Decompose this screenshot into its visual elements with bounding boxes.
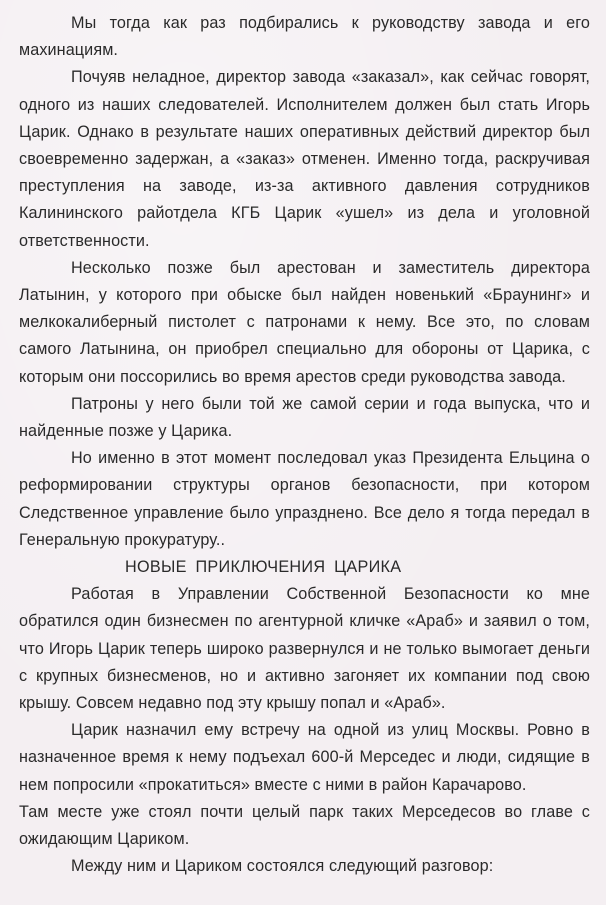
paragraph-arab-businessman: Работая в Управлении Собственной Безопасности ко мне обратился один бизнесмен по агентурной кличке «Араб» и заявил о том, что Игорь Царик теперь широко развернулся и не только вымогает деньги с крупных бизнесменов, но и активно загоняет их компании под свою крышу. Совсем недавно под эту крышу попал и «Араб».	[19, 585, 590, 713]
paragraph-mercedes-park: Там месте уже стоял почти целый парк таких Мерседесов во главе с ожидающим Цариком.	[19, 802, 590, 849]
section-heading: НОВЫЕ ПРИКЛЮЧЕНИЯ ЦАРИКА	[125, 558, 402, 577]
paragraph-cartridges: Патроны у него были той же самой серии и года выпуска, что и найденные позже у Царика.	[19, 394, 590, 441]
paragraph-factory-leadership: Мы тогда как раз подбирались к руководству завода и его махинациям.	[19, 14, 590, 60]
paragraph-director-order: Почуяв неладное, директор завода «заказал», как сейчас говорят, одного из наших следователей. Исполнителем должен был стать Игорь Царик. Однако в результате наших оперативных действий директор был своевременно задержан, а «заказ» отменен. Именно тогда, раскручивая преступления на заводе, из-за активного давления сотрудников Калининского райотдела КГБ Царик «ушел» из дела и уголовной ответственности.	[19, 68, 590, 250]
paragraph-conversation: Между ним и Цариком состоялся следующий разговор:	[71, 857, 494, 876]
paragraph-yeltsin-decree: Но именно в этот момент последовал указ Президента Ельцина о реформировании структуры органов безопасности, при котором Следственное управление было упразднено. Все дело я тогда передал в Генеральную прокуратуру..	[19, 449, 590, 549]
paragraph-deputy-arrest: Несколько позже был арестован и заместитель директора Латынин, у которого при обыске был найден новенький «Браунинг» и мелкокалиберный пистолет с патронами к нему. Все это, по словам самого Латынина, он приобрел специально для обороны от Царика, с которым они поссорились во время арестов среди руководства завода.	[19, 258, 590, 386]
paragraph-meeting: Царик назначил ему встречу на одной из улиц Москвы. Ровно в назначенное время к нему подъехал 600-й Мерседес и люди, сидящие в нем попросили «прокатиться» вместе с ними в район Карачарово.	[19, 721, 590, 794]
